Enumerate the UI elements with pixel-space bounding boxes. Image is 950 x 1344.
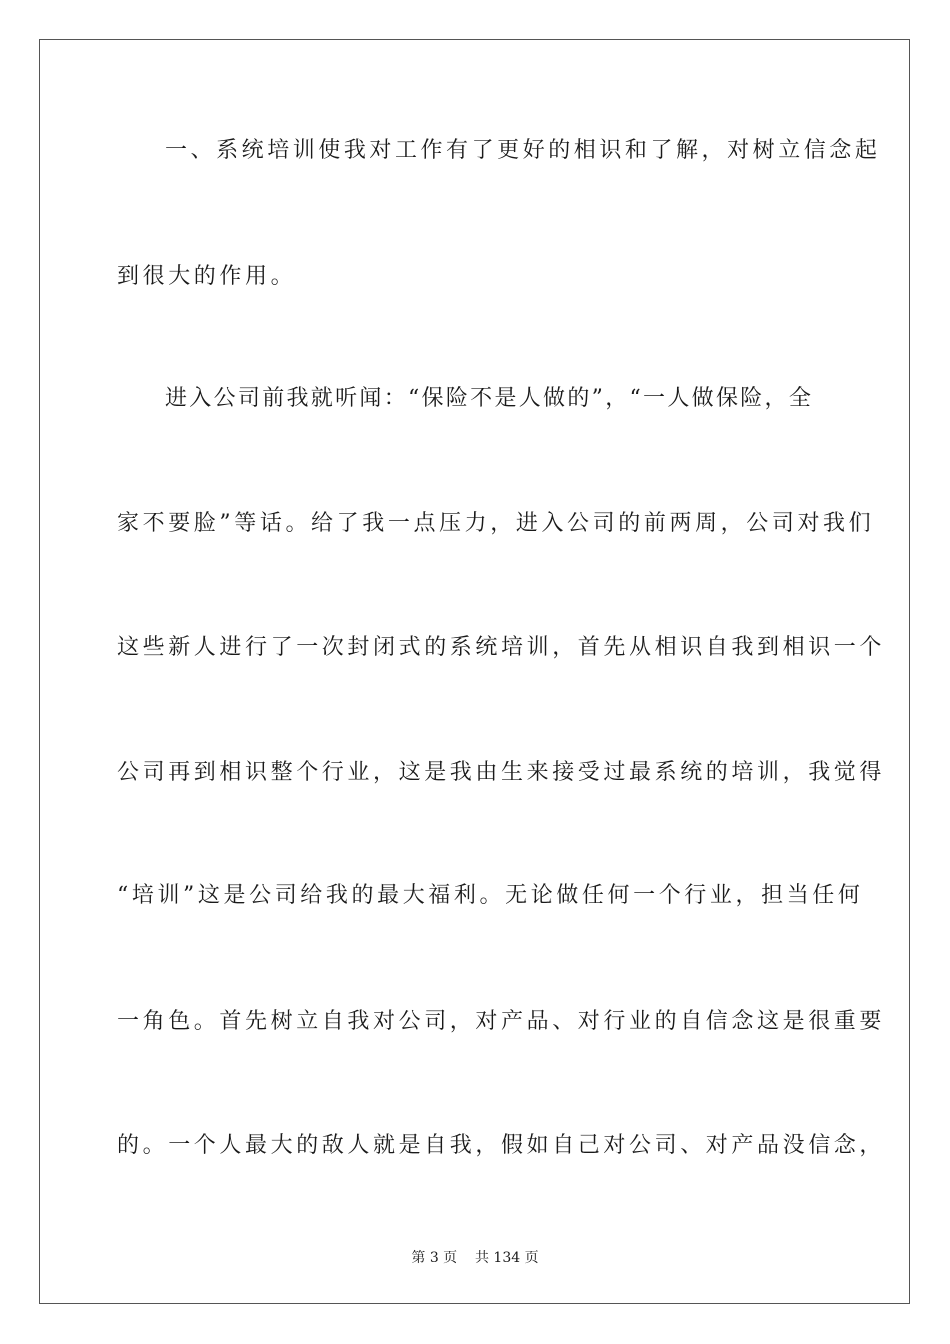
paragraph-line-5: 这些新人进行了一次封闭式的系统培训，首先从相识自我到相识一个 (117, 635, 886, 660)
paragraph-line-7: “培训”这是公司给我的最大福利。无论做任何一个行业，担当任何 (117, 883, 864, 908)
paragraph-line-3: 进入公司前我就听闻：“保险不是人做的”，“一人做保险，全 (165, 386, 814, 411)
paragraph-line-9: 的。一个人最大的敌人就是自我，假如自己对公司、对产品没信念， (117, 1133, 886, 1158)
page-border (39, 39, 910, 1304)
paragraph-line-6: 公司再到相识整个行业，这是我由生来接受过最系统的培训，我觉得 (117, 760, 886, 785)
paragraph-line-2: 到很大的作用。 (117, 264, 297, 289)
paragraph-line-8: 一角色。首先树立自我对公司，对产品、对行业的自信念这是很重要 (117, 1009, 886, 1034)
paragraph-line-1: 一、系统培训使我对工作有了更好的相识和了解，对树立信念起 (165, 138, 881, 163)
page-number-footer: 第 3 页 共 134 页 (411, 1250, 539, 1266)
paragraph-line-4: 家不要脸”等话。给了我一点压力，进入公司的前两周，公司对我们 (117, 511, 875, 536)
